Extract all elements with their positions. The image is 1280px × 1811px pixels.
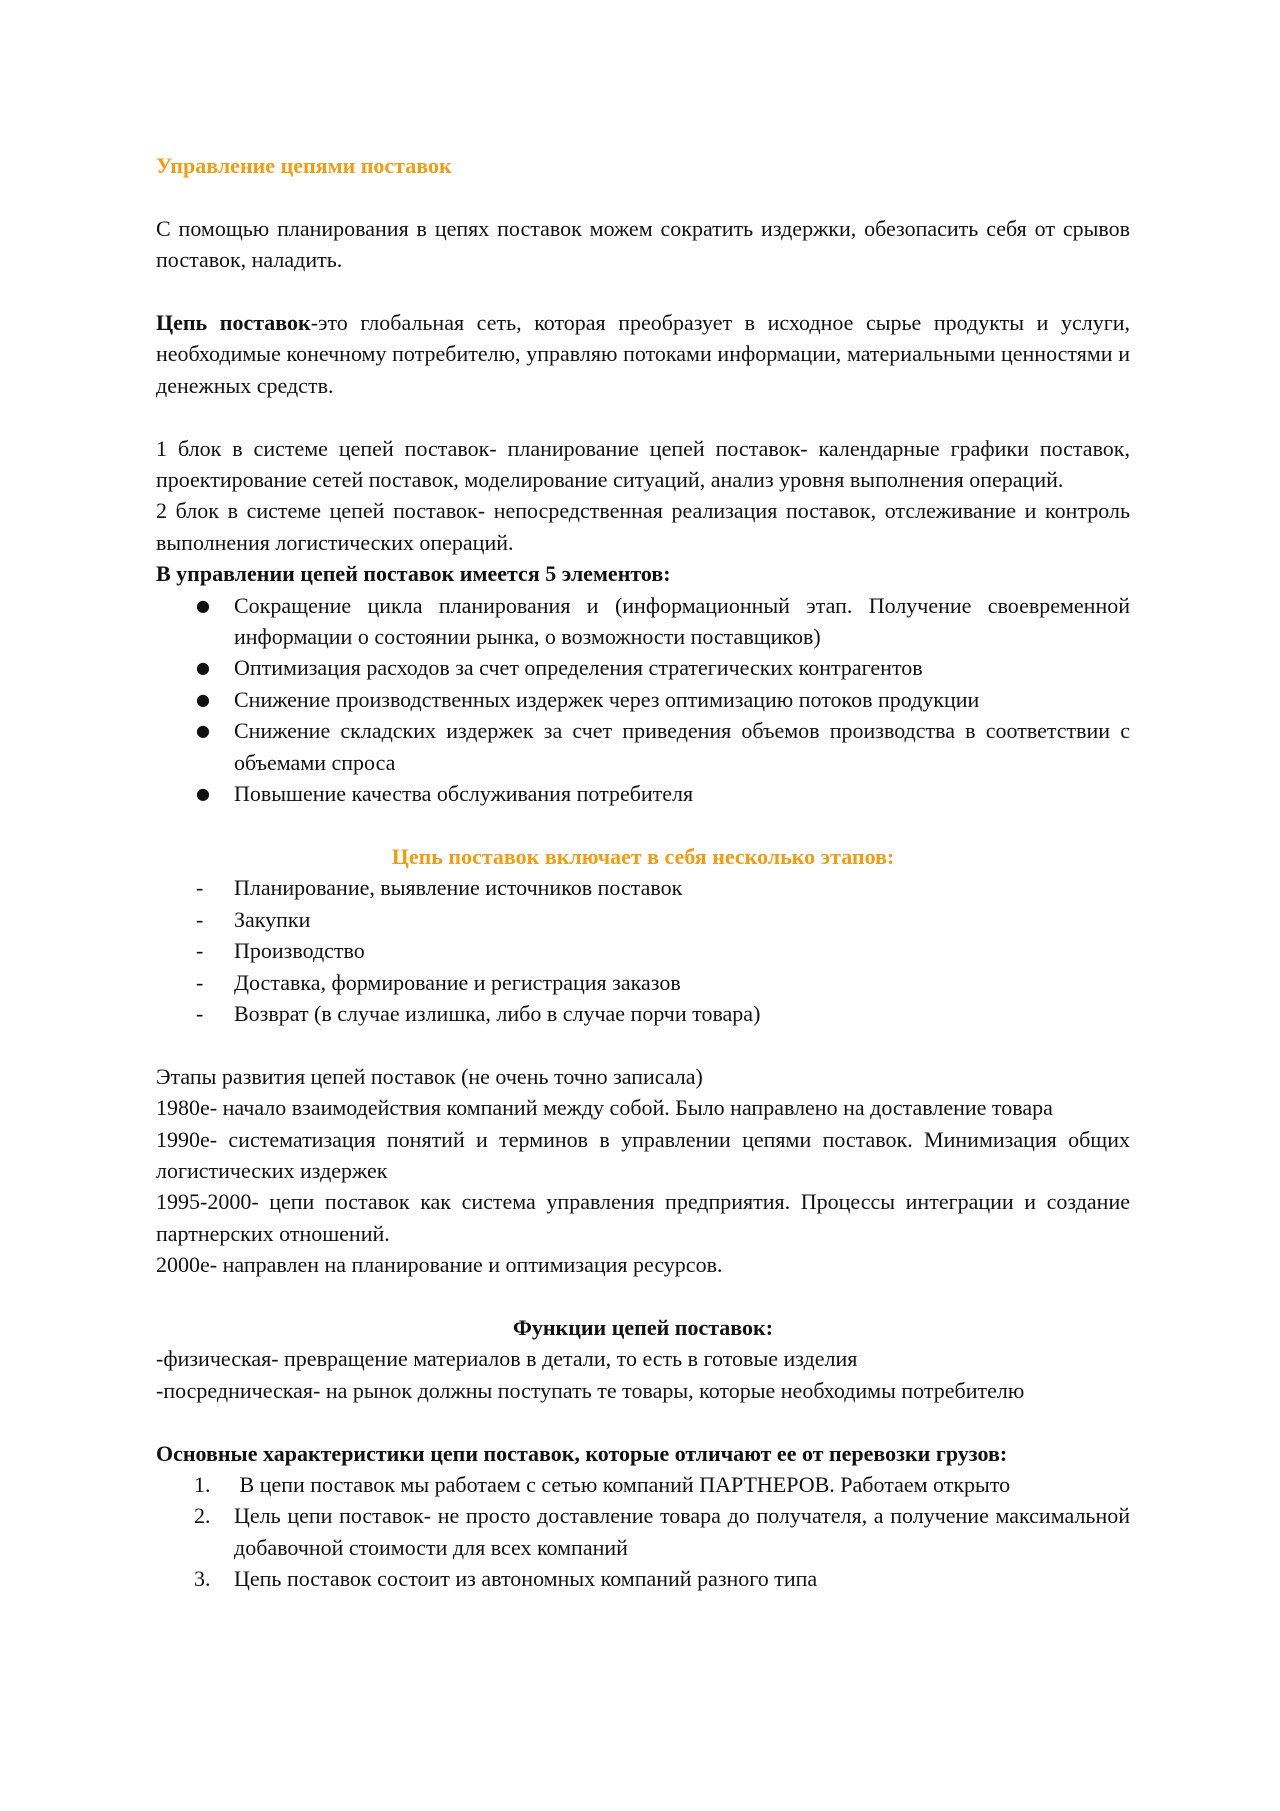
function-line: -посредническая- на рынок должны поступать те товары, которые необходимы потребителю (156, 1377, 1025, 1403)
intro-paragraph: С помощью планирования в цепях поставок можем сократить издержки, обезопасить себя от срывов поставок, наладить. (156, 215, 1130, 273)
spacer (156, 1281, 1130, 1312)
bullet-icon: ● (196, 595, 210, 615)
spacer (156, 276, 1130, 307)
characteristics-heading: Основные характеристики цепи поставок, которые отличают ее от перевозки грузов: (156, 1440, 1008, 1466)
bullet-icon: ● (196, 721, 210, 741)
document-page (156, 150, 1130, 1595)
list-number: 3. (194, 1566, 211, 1592)
list-item (156, 872, 1130, 903)
list-item-text: Оптимизация расходов за счет определения стратегических контрагентов (234, 655, 923, 681)
list-item-text: Снижение производственных издержек через оптимизацию потоков продукции (234, 686, 980, 712)
dash-icon: - (196, 938, 204, 964)
spacer (156, 809, 1130, 840)
list-item-text: Сокращение цикла планирования и (информационный этап. Получение своевременной информации о состоянии рынка, о возможности поставщиков) (234, 592, 1130, 650)
list-item-text: Повышение качества обслуживания потребителя (234, 781, 694, 807)
block-1-paragraph: 1 блок в системе цепей поставок- планирование цепей поставок- календарные графики поставок, проектирование сетей поставок, моделирование ситуаций, анализ уровня выполнения операций. (156, 435, 1130, 493)
dash-icon: - (196, 875, 204, 901)
elements-list (156, 590, 1130, 810)
list-item (156, 967, 1130, 998)
list-item (156, 652, 1130, 683)
list-item-text: Снижение складских издержек за счет приведения объемов производства в соответствии с объемами спроса (234, 718, 1130, 775)
list-item (156, 998, 1130, 1029)
functions-heading: Функции цепей поставок: (512, 1314, 774, 1340)
list-item (156, 684, 1130, 715)
list-item-text: Цель цепи поставок- не просто доставление товара до получателя, а получение максимальной добавочной стоимости для всех компаний (234, 1503, 1130, 1560)
history-line: 1995-2000- цепи поставок как система управления предприятия. Процессы интеграции и создание партнерских отношений. (156, 1189, 1130, 1246)
definition-paragraph (156, 307, 1130, 401)
document-title: Управление цепями поставок (156, 153, 452, 178)
dash-icon: - (196, 969, 204, 995)
list-item-text: Закупки (234, 906, 311, 932)
list-item-text: Планирование, выявление источников поставок (234, 875, 683, 901)
function-line: -физическая- превращение материалов в детали, то есть в готовые изделия (156, 1346, 858, 1372)
stages-heading: Цепь поставок включает в себя несколько этапов: (391, 843, 895, 869)
block-2-paragraph: 2 блок в системе цепей поставок- непосредственная реализация поставок, отслеживание и контроль выполнения логистических операций. (156, 498, 1130, 555)
list-number: 1. (194, 1471, 211, 1497)
bullet-icon: ● (196, 784, 210, 804)
list-item-text: Производство (234, 938, 365, 964)
list-item (156, 778, 1130, 809)
list-item-text: В цепи поставок мы работаем с сетью компаний ПАРТНЕРОВ. Работаем открыто (234, 1471, 1011, 1497)
elements-heading: В управлении цепей поставок имеется 5 элементов: (156, 561, 671, 587)
spacer (156, 1029, 1130, 1060)
history-line: 2000е- направлен на планирование и оптимизация ресурсов. (156, 1252, 723, 1278)
list-item (156, 590, 1130, 653)
bullet-icon: ● (196, 658, 210, 678)
list-item-text: Цепь поставок состоит из автономных компаний разного типа (234, 1566, 818, 1592)
definition-text: -это глобальная сеть, которая преобразует в исходное сырье продукты и услуги, необходимые конечному потребителю, управляю потоками информации, материальными ценностями и денежных средств. (156, 310, 1131, 398)
list-item (156, 715, 1130, 778)
spacer (156, 401, 1130, 432)
list-item (156, 904, 1130, 935)
list-item (156, 1563, 1130, 1594)
list-item (156, 1469, 1130, 1500)
list-item-text: Возврат (в случае излишка, либо в случае порчи товара) (234, 1000, 761, 1026)
history-line: 1990е- систематизация понятий и терминов в управлении цепями поставок. Минимизация общих логистических издержек (156, 1126, 1130, 1183)
stages-list (156, 872, 1130, 1029)
list-item-text: Доставка, формирование и регистрация заказов (234, 969, 681, 995)
spacer (156, 1406, 1130, 1437)
bullet-icon: ● (196, 689, 210, 709)
definition-term: Цепь поставок (156, 310, 311, 335)
history-line: 1980е- начало взаимодействия компаний между собой. Было направлено на доставление товара (156, 1095, 1053, 1121)
list-item (156, 935, 1130, 966)
list-number: 2. (194, 1503, 211, 1529)
spacer (156, 181, 1130, 212)
list-item (156, 1500, 1130, 1563)
history-heading: Этапы развития цепей поставок (не очень точно записала) (156, 1063, 703, 1089)
dash-icon: - (196, 906, 204, 932)
characteristics-list (156, 1469, 1130, 1595)
dash-icon: - (196, 1000, 204, 1026)
